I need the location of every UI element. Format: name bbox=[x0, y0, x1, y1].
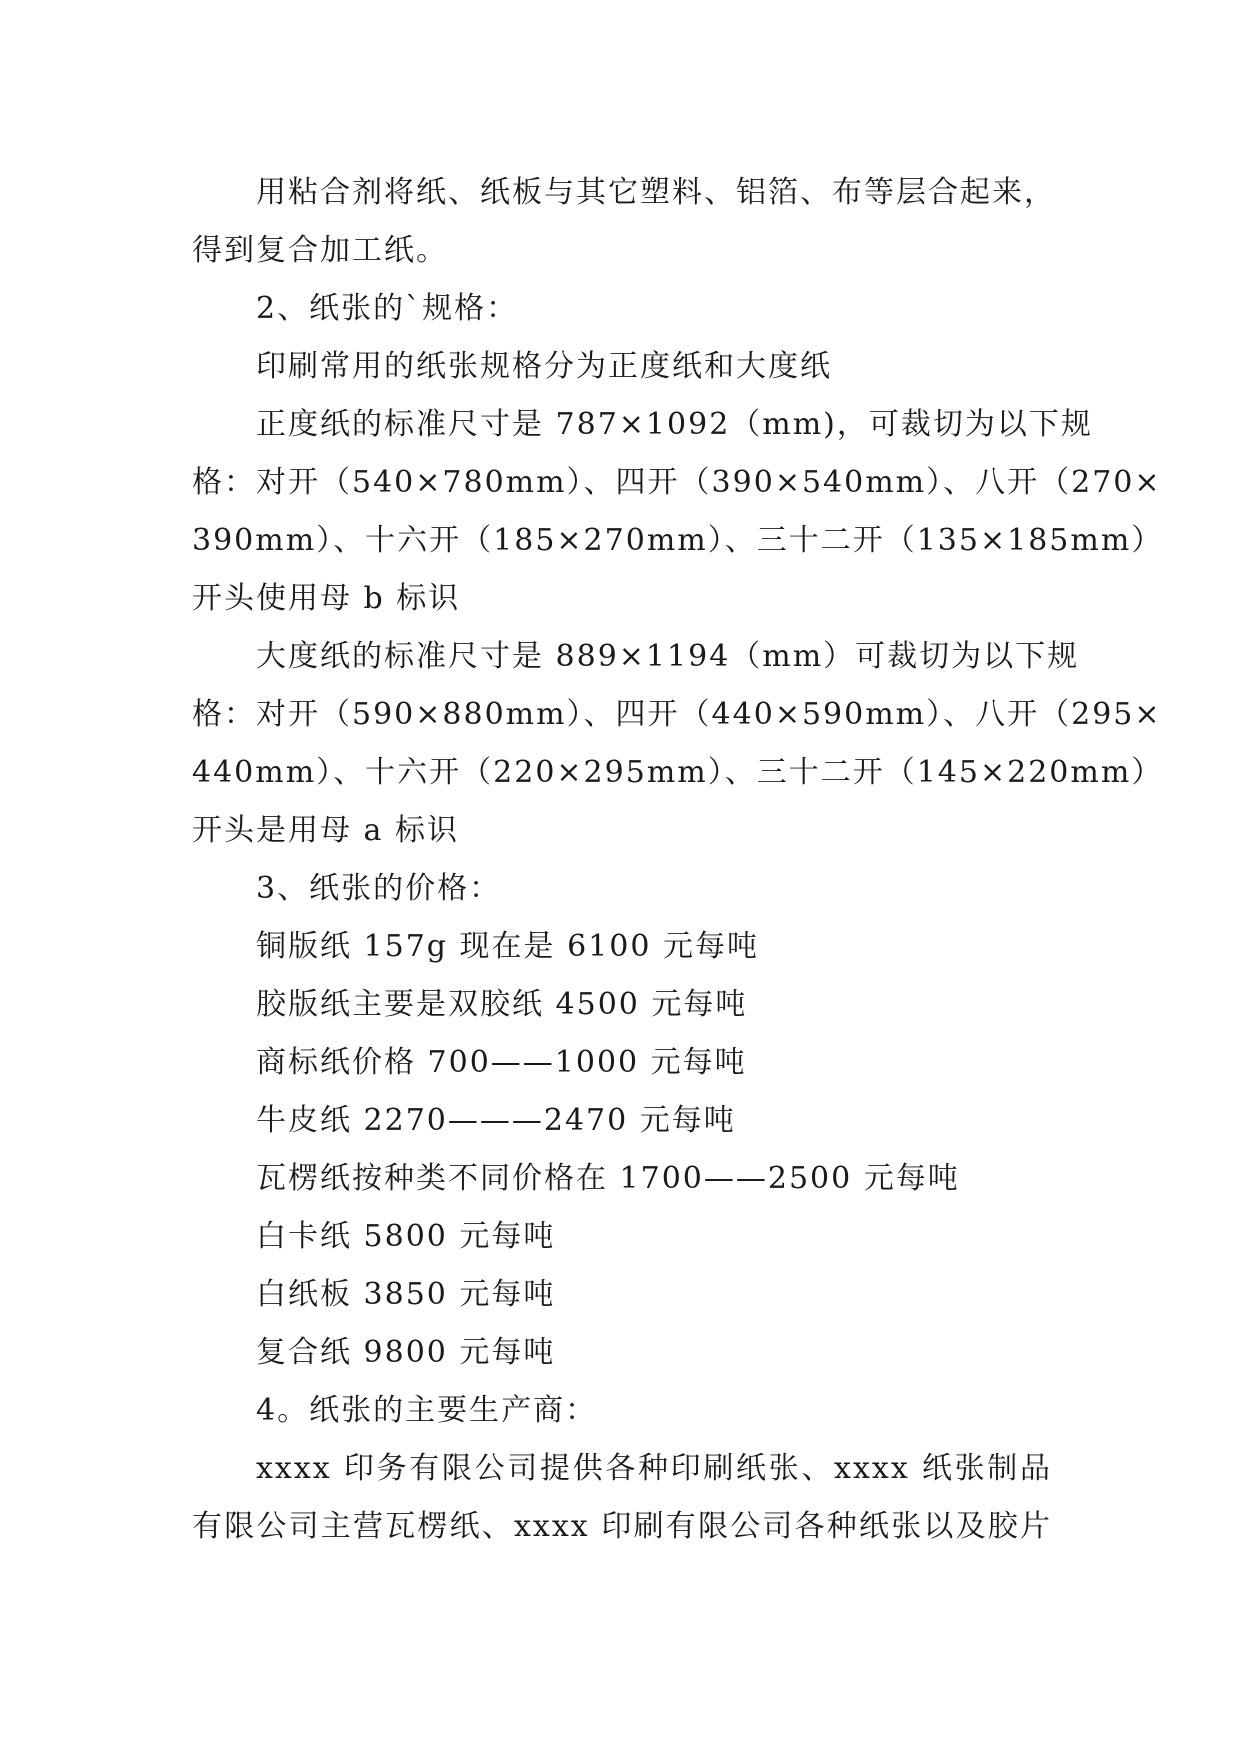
paragraph-line: 开头使用母 b 标识 bbox=[192, 581, 461, 616]
paragraph-line: 印刷常用的纸张规格分为正度纸和大度纸 bbox=[256, 349, 832, 384]
paragraph-line: 390mm）、十六开（185×270mm）、三十二开（135×185mm） bbox=[192, 523, 1164, 558]
price-line: 复合纸 9800 元每吨 bbox=[256, 1335, 556, 1370]
price-line: 牛皮纸 2270———2470 元每吨 bbox=[256, 1103, 736, 1138]
paragraph-line: 得到复合加工纸。 bbox=[192, 233, 448, 268]
paragraph-line: 大度纸的标准尺寸是 889×1194（mm）可裁切为以下规 bbox=[256, 639, 1080, 674]
paragraph-line: xxxx 印务有限公司提供各种印刷纸张、xxxx 纸张制品 bbox=[256, 1451, 1052, 1486]
price-line: 商标纸价格 700——1000 元每吨 bbox=[256, 1045, 747, 1080]
document-body bbox=[192, 164, 1164, 1556]
price-line: 瓦楞纸按种类不同价格在 1700——2500 元每吨 bbox=[256, 1161, 960, 1196]
paragraph-line: 格：对开（590×880mm）、四开（440×590mm）、八开（295× bbox=[192, 697, 1162, 732]
paragraph-line: 格：对开（540×780mm）、四开（390×540mm）、八开（270× bbox=[192, 465, 1162, 500]
paragraph-line: 开头是用母 a 标识 bbox=[192, 813, 459, 848]
price-line: 白纸板 3850 元每吨 bbox=[256, 1277, 556, 1312]
paragraph-line: 440mm）、十六开（220×295mm）、三十二开（145×220mm） bbox=[192, 755, 1164, 790]
section-heading: 4。纸张的主要生产商： bbox=[256, 1393, 598, 1428]
paragraph-line: 有限公司主营瓦楞纸、xxxx 印刷有限公司各种纸张以及胶片 bbox=[192, 1509, 1052, 1544]
price-line: 白卡纸 5800 元每吨 bbox=[256, 1219, 556, 1254]
price-line: 铜版纸 157g 现在是 6100 元每吨 bbox=[256, 929, 759, 964]
paragraph-line: 正度纸的标准尺寸是 787×1092（mm)，可裁切为以下规 bbox=[256, 407, 1093, 442]
section-heading: 3、纸张的价格： bbox=[256, 871, 502, 906]
price-line: 胶版纸主要是双胶纸 4500 元每吨 bbox=[256, 987, 748, 1022]
paragraph-line: 用粘合剂将纸、纸板与其它塑料、铝箔、布等层合起来， bbox=[256, 175, 1056, 210]
section-heading: 2、纸张的`规格： bbox=[256, 291, 519, 326]
